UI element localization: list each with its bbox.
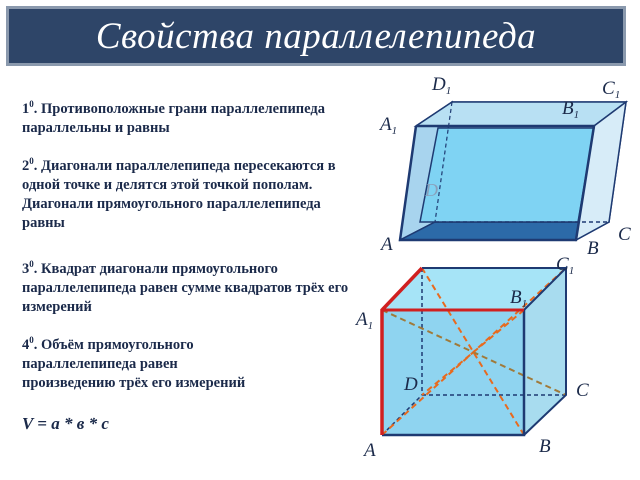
box-figure xyxy=(354,254,589,461)
property-4-text: . Объём прямоугольного параллелепипеда равен произведению трёх его измерений xyxy=(22,336,246,391)
label-d1 xyxy=(431,74,451,97)
property-2-number: 2 xyxy=(22,157,30,174)
label-a1-letter: A xyxy=(380,114,392,135)
box-label-c1-sub: 1 xyxy=(568,265,575,277)
front-face xyxy=(420,128,594,222)
box-label-c1-letter: C xyxy=(556,254,569,275)
property-4-degree: 0 xyxy=(29,335,34,345)
property-3-degree: 0 xyxy=(29,259,34,269)
property-1-number: 1 xyxy=(22,100,30,117)
top-face xyxy=(416,102,626,126)
property-2-degree: 0 xyxy=(29,156,34,166)
box-label-c: C xyxy=(576,380,589,401)
label-b1-sub: 1 xyxy=(573,109,580,121)
box-label-b1-sub: 1 xyxy=(521,298,528,310)
label-a: A xyxy=(381,234,393,255)
box-front-face xyxy=(382,310,524,435)
label-c: C xyxy=(618,224,631,245)
label-c1-letter: C xyxy=(602,78,615,99)
label-a1-sub: 1 xyxy=(391,125,398,137)
property-4-number: 4 xyxy=(22,336,30,353)
box-label-d: D xyxy=(404,374,418,395)
label-d1-sub: 1 xyxy=(445,85,452,97)
box-label-a: A xyxy=(364,440,376,461)
label-d1-letter: D xyxy=(432,74,446,95)
box-label-a1 xyxy=(354,309,373,332)
box-label-b1-letter: B xyxy=(510,287,522,308)
property-2-text: . Диагонали параллелепипеда пересекаются в одной точке и делятся этой точкой пополам. Диагонали прямоугольного параллелепипеда равны xyxy=(22,157,336,231)
parallelepiped-figure xyxy=(378,74,631,259)
label-b1-letter: B xyxy=(562,98,574,119)
property-1-degree: 0 xyxy=(29,99,34,109)
property-1-text: . Противоположные грани параллелепипеда параллельны и равны xyxy=(22,100,325,136)
label-d: D xyxy=(425,180,438,200)
slide-title: Свойства параллелепипеда xyxy=(95,15,537,57)
label-c1 xyxy=(602,78,620,101)
label-b: B xyxy=(587,238,599,259)
property-3-text: . Квадрат диагонали прямоугольного параллелепипеда равен сумме квадратов трёх его измерений xyxy=(22,260,349,315)
label-a1 xyxy=(378,114,397,137)
property-3-number: 3 xyxy=(22,260,30,277)
box-label-a1-sub: 1 xyxy=(367,320,374,332)
label-c1-sub: 1 xyxy=(614,89,621,101)
box-label-b: B xyxy=(539,436,551,457)
volume-formula: V = a * в * c xyxy=(22,414,109,433)
box-label-a1-letter: A xyxy=(356,309,368,330)
box-label-c1 xyxy=(556,254,574,277)
